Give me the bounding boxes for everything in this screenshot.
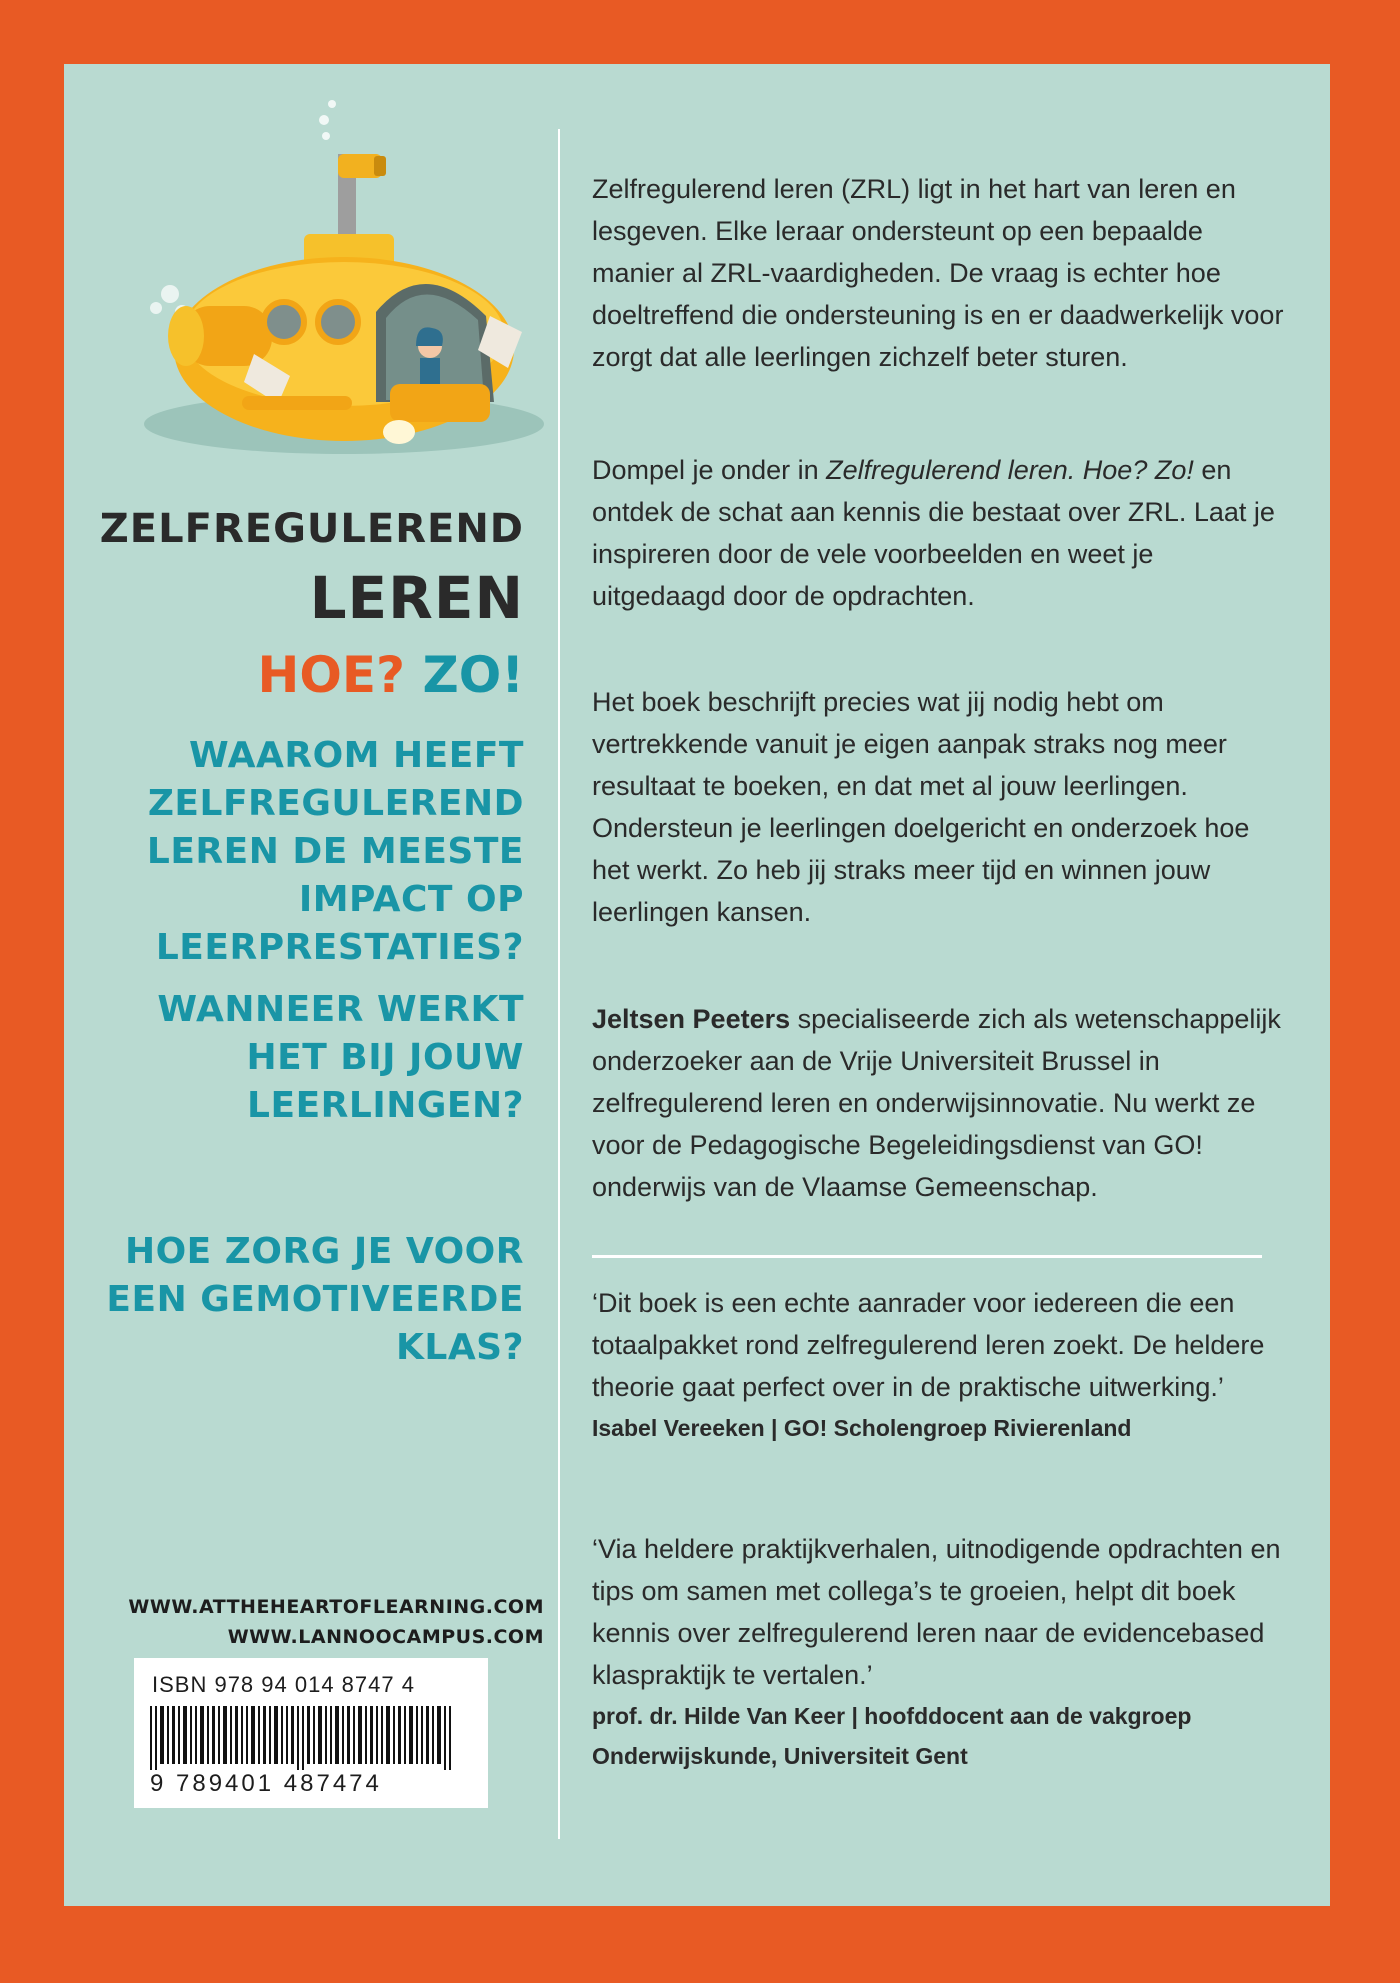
quote-2-attribution: prof. dr. Hilde Van Keer | hoofddocent aan de vakgroep Onderwijskunde, Universiteit Gent <box>592 1703 1192 1769</box>
quote-1 <box>592 1282 1292 1448</box>
column-divider <box>558 129 560 1839</box>
title-hoe: HOE? <box>257 646 406 704</box>
quote-1-attribution: Isabel Vereeken | GO! Scholengroep Rivierenland <box>592 1415 1132 1441</box>
isbn-text: ISBN 978 94 014 8747 4 <box>152 1672 415 1697</box>
author-bio: specialiseerde zich als wetenschappelijk onderzoeker aan de Vrije Universiteit Brussel in zelfregulerend leren en onderwijsinnovatie. Nu werkt ze voor de Pedagogische Begeleidingsdienst van GO! onderwijs van de Vlaamse Gemeenschap. <box>592 1004 1281 1202</box>
p2-before: Dompel je onder in <box>592 455 827 485</box>
p2-book-title: Zelfregulerend leren. Hoe? Zo! <box>826 455 1194 485</box>
title-line-3 <box>64 646 524 704</box>
quote-2 <box>592 1528 1292 1776</box>
barcode-bars <box>150 1706 470 1770</box>
title-line-1: ZELFREGULEREND <box>99 506 524 552</box>
title-line-2: LEREN <box>309 564 524 632</box>
paragraph-author <box>592 998 1292 1208</box>
url-lannoocampus[interactable]: WWW.LANNOOCAMPUS.COM <box>227 1626 544 1648</box>
submarine-illustration <box>94 84 554 504</box>
quotes-divider <box>592 1255 1262 1258</box>
paragraph-boek: Het boek beschrijft precies wat jij nodig hebt om vertrekkende vanuit je eigen aanpak straks nog meer resultaat te boeken, en dat met al jouw leerlingen. Ondersteun je leerlingen doelgericht en onderzoek hoe het werkt. Zo heb jij straks meer tijd en winnen jouw leerlingen kansen. <box>592 687 1250 927</box>
paragraph-intro: Zelfregulerend leren (ZRL) ligt in het hart van leren en lesgeven. Elke leraar ondersteunt op een bepaalde manier al ZRL-vaardigheden. De vraag is echter hoe doeltreffend die ondersteuning is en er daadwerkelijk voor zorgt dat alle leerlingen zichzelf beter sturen. <box>592 174 1284 372</box>
p2-after: en ontdek de schat aan kennis die bestaat over ZRL. Laat je inspireren door de vele voorbeelden en weet je uitgedaagd door de opdrachten. <box>592 455 1275 611</box>
author-name: Jeltsen Peeters <box>592 1004 791 1034</box>
paragraph-dompel <box>592 449 1292 617</box>
quote-1-text: ‘Dit boek is een echte aanrader voor iedereen die een totaalpakket rond zelfregulerend leren zoekt. De heldere theorie gaat perfect over in de praktische uitwerking.’ <box>592 1288 1265 1402</box>
question-2: WANNEER WERKT HET BIJ JOUW LEERLINGEN? <box>157 989 524 1126</box>
cover-panel <box>64 64 1330 1906</box>
url-list <box>74 1592 544 1652</box>
quote-2-text: ‘Via heldere praktijkverhalen, uitnodigende opdrachten en tips om samen met collega’s te groeien, helpt dit boek kennis over zelfregulerend leren naar de evidencebased klaspraktijk te vertalen.’ <box>592 1534 1281 1690</box>
barcode-box <box>134 1658 488 1808</box>
question-3: HOE ZORG JE VOOR EEN GEMOTIVEERDE KLAS? <box>106 1231 524 1368</box>
barcode-digits: 9 789401 487474 <box>150 1770 382 1797</box>
question-1: WAAROM HEEFT ZELFREGULEREND LEREN DE MEESTE IMPACT OP LEERPRESTATIES? <box>146 735 524 968</box>
url-attheheartoflearning[interactable]: WWW.ATTHEHEARTOFLEARNING.COM <box>128 1596 544 1618</box>
title-zo: ZO! <box>422 646 524 704</box>
